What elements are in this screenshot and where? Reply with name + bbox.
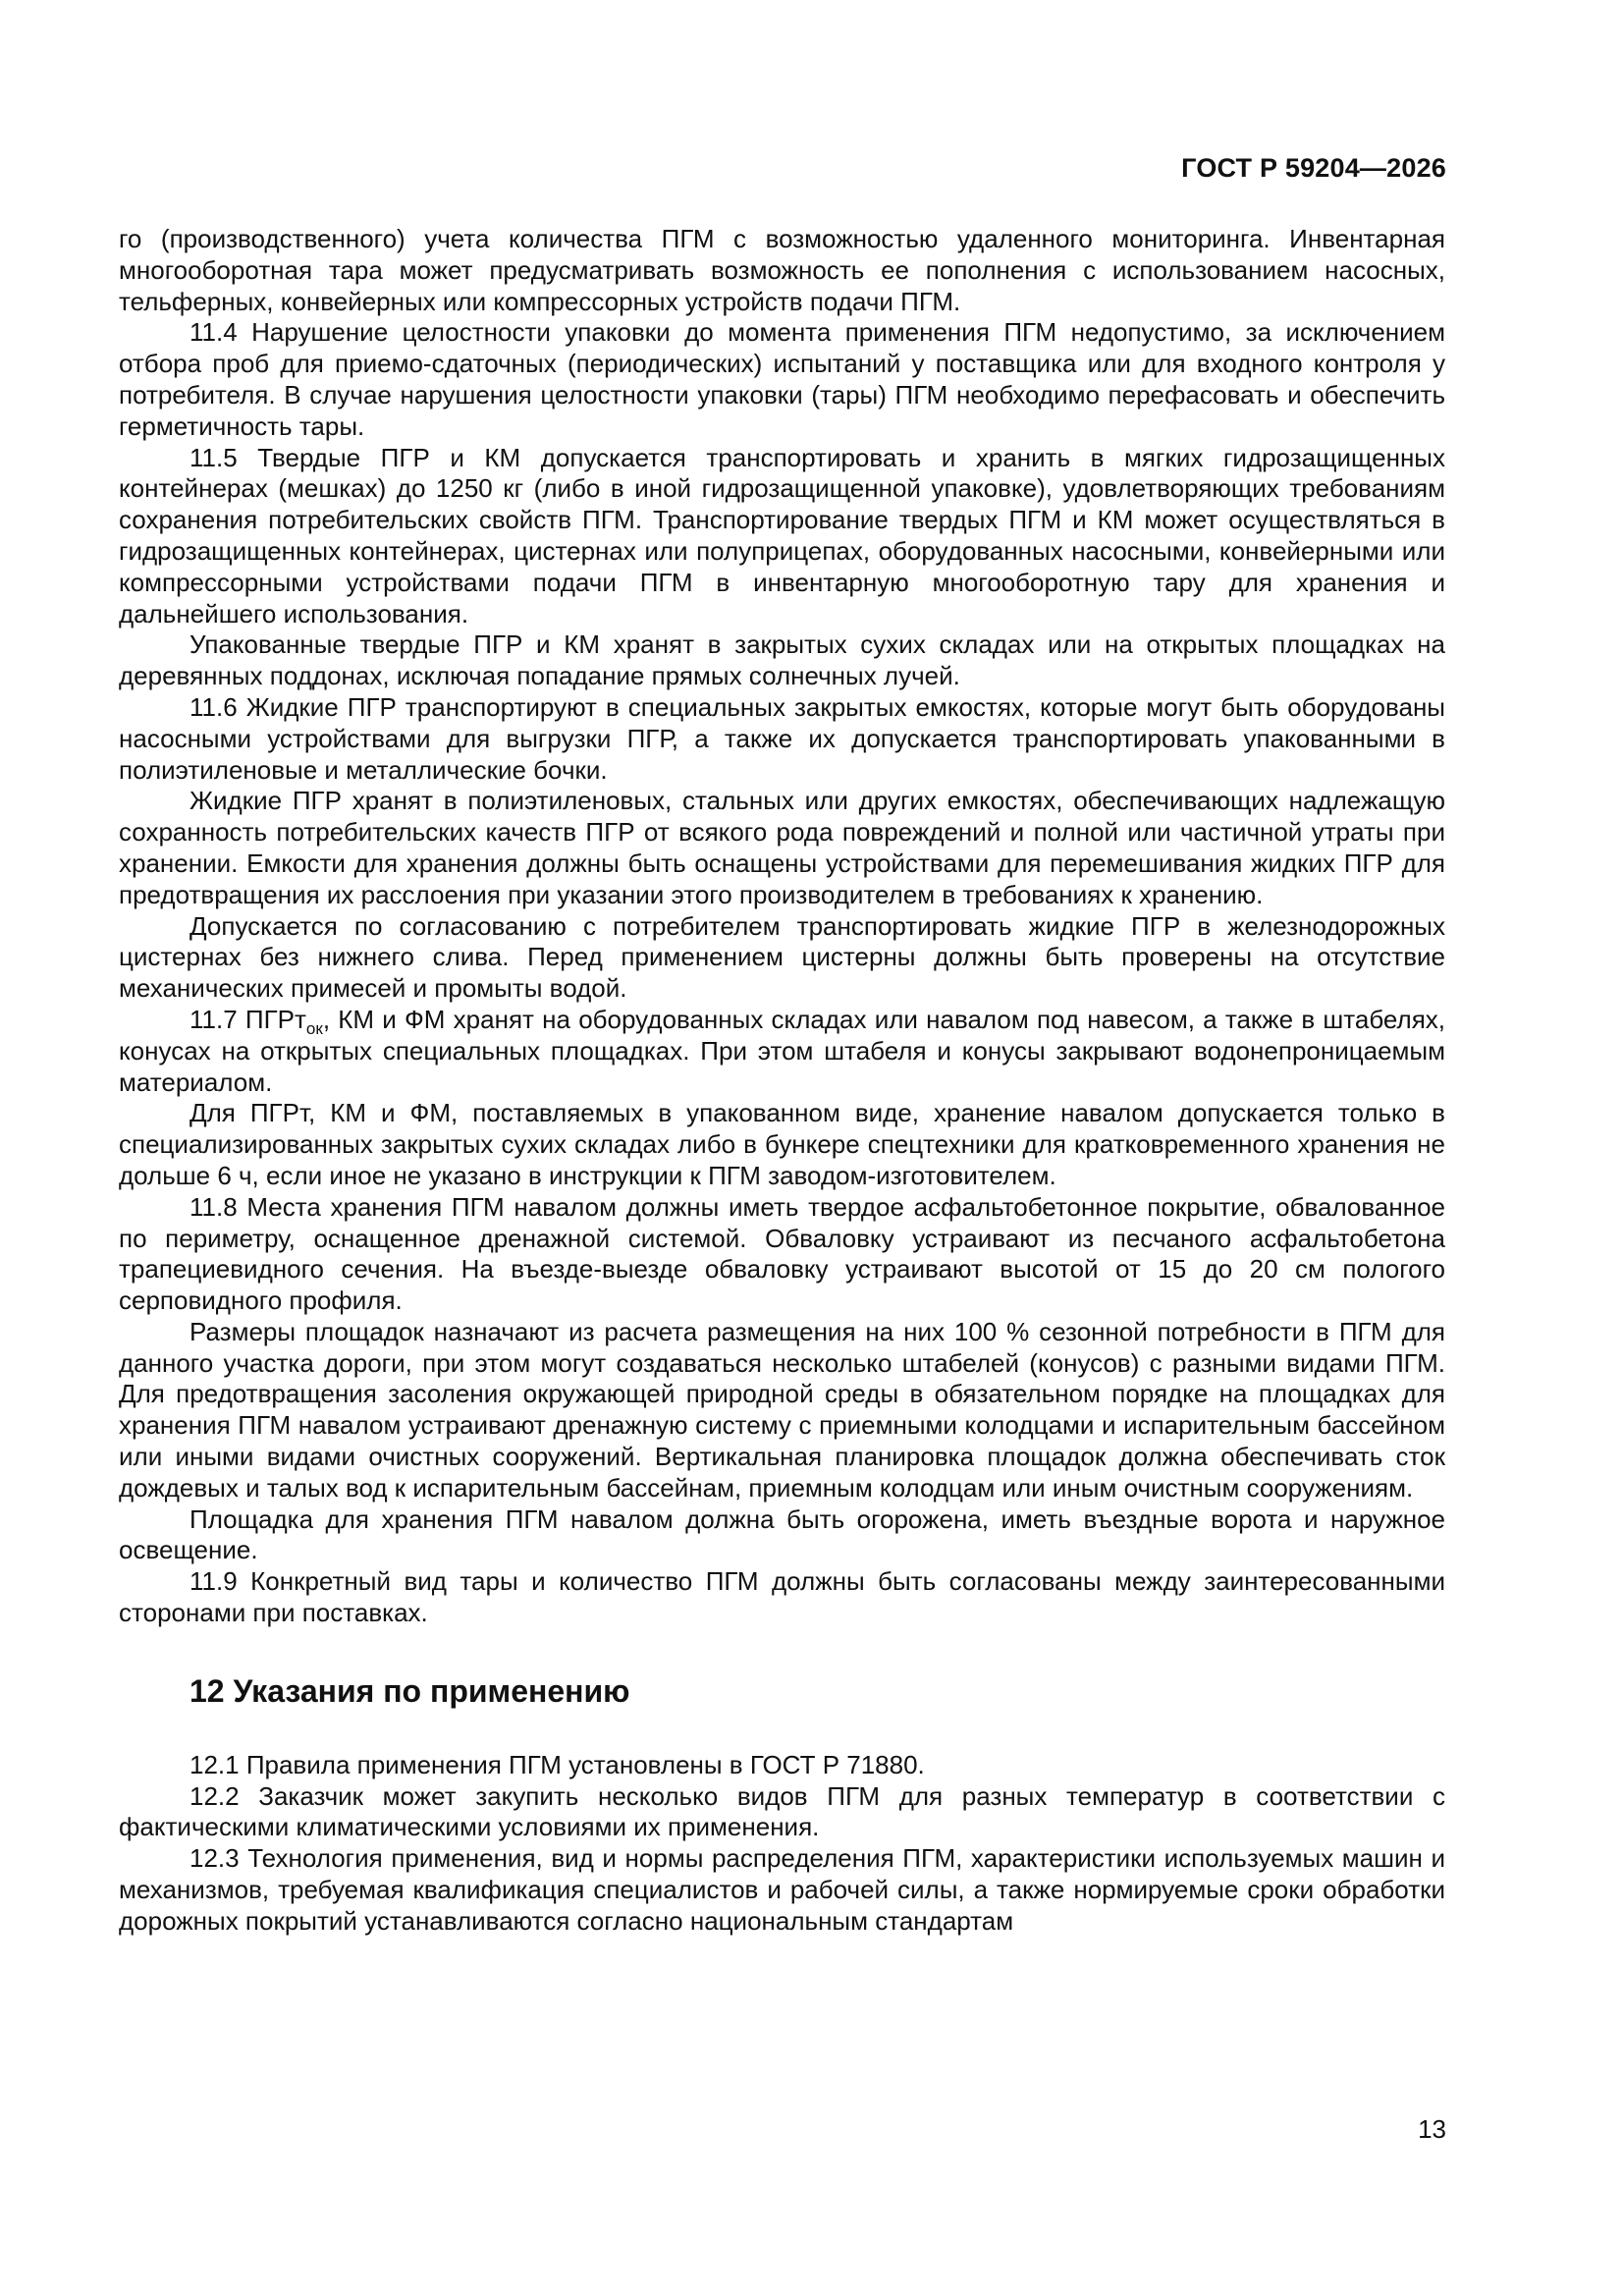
- subscript-text: ок: [305, 1018, 323, 1038]
- paragraph: го (производственного) учета количества ПГМ с возможностью удаленного мониторинга. Инвентарная многооборотная тара может предусматривать возможность ее пополнения с использованием насосных, тельферных, конвейерных или компрессорных устройств подачи ПГМ.: [119, 224, 1445, 316]
- paragraph: Упакованные твердые ПГР и КМ хранят в закрытых сухих складах или на открытых площадках на деревянных поддонах, исключая попадание прямых солнечных лучей.: [119, 629, 1445, 691]
- paragraph-12-2: 12.2 Заказчик может закупить несколько видов ПГМ для разных температур в соответствии с фактическими климатическими условиями их применения.: [119, 1780, 1445, 1842]
- paragraph: Для ПГРт, КМ и ФМ, поставляемых в упакованном виде, хранение навалом допускается только в специализированных закрытых сухих складах либо в бункере спецтехники для кратковременного хранения не дольше 6 ч, если иное не указано в инструкции к ПГМ заводом-изготовителем.: [119, 1098, 1445, 1190]
- paragraph: Жидкие ПГР хранят в полиэтиленовых, стальных или других емкостях, обеспечивающих надлежащую сохранность потребительских качеств ПГР от всякого рода повреждений и полной или частичной утраты при хранении. Емкости для хранения должны быть оснащены устройствами для перемешивания жидких ПГР для предотвращения их расслоения при указании этого производителем в требованиях к хранению.: [119, 786, 1445, 909]
- paragraph-11-5: 11.5 Твердые ПГР и КМ допускается транспортировать и хранить в мягких гидрозащищенных контейнерах (мешках) до 1250 кг (либо в иной гидрозащищенной упаковке), удовлетворяющих требованиям сохранения потребительских свойств ПГМ. Транспортирование твердых ПГМ и КМ может осуществляться в гидрозащищенных контейнерах, цистернах или полуприцепах, оборудованных насосными, конвейерными или компрессорными устройствами подачи ПГМ в инвентарную многооборотную тару для хранения и дальнейшего использования.: [119, 442, 1445, 629]
- paragraph-12-3: 12.3 Технология применения, вид и нормы распределения ПГМ, характеристики используемых машин и механизмов, требуемая квалификация специалистов и рабочей силы, а также нормируемые сроки обработки дорожных покрытий устанавливаются согласно национальным стандартам: [119, 1843, 1445, 1936]
- page-content: [119, 224, 1445, 1938]
- paragraph-11-7: [119, 1005, 1445, 1098]
- text-segment: 11.7 ПГРт: [189, 1004, 306, 1034]
- paragraph-11-4: 11.4 Нарушение целостности упаковки до момента применения ПГМ недопустимо, за исключением отбора проб для приемо-сдаточных (периодических) испытаний у поставщика или для входного контроля у потребителя. В случае нарушения целостности упаковки (тары) ПГМ необходимо перефасовать и обеспечить герметичность тары.: [119, 317, 1445, 441]
- document-header: ГОСТ Р 59204—2026: [1181, 153, 1446, 183]
- section-heading: 12 Указания по применению: [189, 1672, 630, 1709]
- paragraph: Размеры площадок назначают из расчета размещения на них 100 % сезонной потребности в ПГМ для данного участка дороги, при этом могут создаваться несколько штабелей (конусов) с разными видами ПГМ. Для предотвращения засоления окружающей природной среды в обязательном порядке на площадках для хранения ПГМ навалом устраивают дренажную систему с приемными колодцами и испарительным бассейном или иными видами очистных сооружений. Вертикальная планировка площадок должна обеспечивать сток дождевых и талых вод к испарительным бассейнам, приемным колодцам или иным очистным сооружениям.: [119, 1316, 1445, 1503]
- paragraph: Допускается по согласованию с потребителем транспортировать жидкие ПГР в железнодорожных цистернах без нижнего слива. Перед применением цистерны должны быть проверены на отсутствие механических примесей и промыты водой.: [119, 910, 1445, 1004]
- paragraph-11-6: 11.6 Жидкие ПГР транспортируют в специальных закрытых емкостях, которые могут быть оборудованы насосными устройствами для выгрузки ПГР, а также их допускается транспортировать упакованными в полиэтиленовые и металлические бочки.: [119, 691, 1445, 785]
- paragraph: Площадка для хранения ПГМ навалом должна быть огорожена, иметь въездные ворота и наружное освещение.: [119, 1503, 1445, 1565]
- paragraph-12-1: 12.1 Правила применения ПГМ установлены в ГОСТ Р 71880.: [189, 1749, 925, 1779]
- paragraph-11-9: 11.9 Конкретный вид тары и количество ПГМ должны быть согласованы между заинтересованными сторонами при поставках.: [119, 1566, 1445, 1628]
- page-number: 13: [1418, 2114, 1446, 2144]
- text-segment: , КМ и ФМ хранят на оборудованных складах или навалом под навесом, а также в штабелях, конусах на открытых специальных площадках. При этом штабеля и конусы закрывают водонепроницаемым материалом.: [119, 1004, 1445, 1097]
- paragraph-11-8: 11.8 Места хранения ПГМ навалом должны иметь твердое асфальтобетонное покрытие, обвалованное по периметру, оснащенное дренажной системой. Обваловку устраивают из песчаного асфальтобетона трапециевидного сечения. На въезде-выезде обваловку устраивают высотой от 15 до 20 см пологого серповидного профиля.: [119, 1191, 1445, 1316]
